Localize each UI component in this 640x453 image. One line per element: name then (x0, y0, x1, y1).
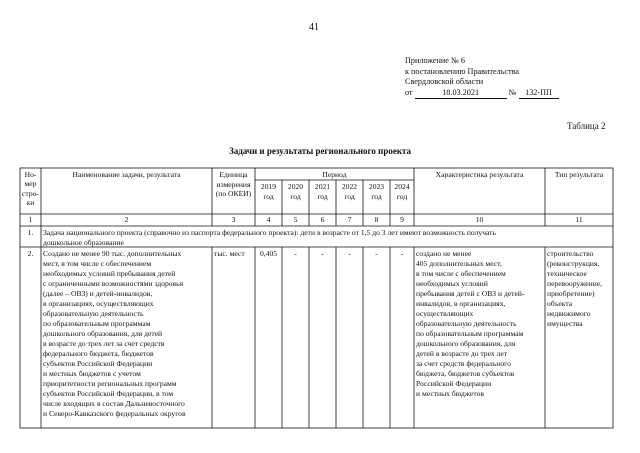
row2-type-line: строительство (547, 249, 594, 258)
document-date: 18.03.2021 (415, 88, 507, 100)
row2-type-line: перевооружение, (547, 279, 603, 288)
row2-name-line: по образовательным программам (43, 319, 151, 328)
row2-characteristic-line: образовательную деятельность (416, 319, 517, 328)
row2-characteristic-line: и местных бюджетов (416, 389, 485, 398)
row2-name-line: приоритетности региональных программ (43, 379, 177, 388)
number-label: № (508, 87, 517, 97)
row1-task-text (43, 228, 611, 247)
header-type: Тип результата (554, 170, 604, 179)
row2-characteristic-line: осуществляющих (416, 309, 474, 318)
row2-unit: тыс. мест (214, 249, 245, 258)
row2-type-line: техническое (547, 269, 587, 278)
row2-type-cell (547, 249, 613, 329)
table-title: Задачи и результаты регионального проекта (228, 146, 412, 156)
row2-name-line: с ограниченными возможностями здоровья (43, 279, 184, 288)
colnum-11: 11 (575, 215, 583, 224)
header-num-line-3: стро- (22, 188, 39, 198)
appendix-block (405, 56, 559, 99)
header-period: Период (322, 170, 347, 179)
appendix-line-2: к постановлению Правительства (405, 66, 520, 76)
row2-name-line: образовательную деятельность (43, 309, 144, 318)
row1-line-1: Задача национального проекта (справочно из паспорта федерального проекта): дети в возрасте от 1,5 до 3 лет имеют возможность получать (43, 228, 496, 237)
colnum-3: 3 (231, 215, 236, 224)
header-num-line-4: ки (26, 197, 35, 207)
row2-name-line: в организациях, осуществляющих (43, 299, 154, 308)
row2-name-cell (43, 249, 211, 419)
header-year-2021: 2021 год (314, 182, 331, 201)
row2-name-line: и местных бюджетов с учетом (43, 369, 141, 378)
row2-name-line: (далее – ОВЗ) и детей-инвалидов, (43, 289, 153, 298)
row2-characteristic-line: необходимых условий (416, 279, 488, 288)
header-characteristic: Характеристика результата (435, 170, 524, 179)
colnum-5: 5 (293, 215, 298, 224)
header-unit (212, 170, 255, 199)
header-row-number (20, 170, 41, 207)
header-unit-line-2: измерения (216, 179, 251, 189)
row2-characteristic-line: 405 дополнительных мест, (416, 259, 502, 268)
table-label: Таблица 2 (567, 121, 606, 131)
row2-name-line: дошкольного образования, для детей (43, 329, 163, 338)
colnum-9: 9 (400, 215, 404, 224)
row2-value-2022: - (348, 249, 351, 258)
header-year-2019: 2019 год (260, 182, 277, 201)
appendix-line-1: Приложение № 6 (405, 56, 465, 65)
row2-value-2019: 0,405 (259, 249, 278, 258)
row2-characteristic-line: дошкольного образования, для (416, 339, 516, 348)
row2-value-2024: - (400, 249, 404, 258)
row1-number: 1. (27, 228, 34, 237)
row2-type-line: недвижимого (547, 309, 591, 318)
header-year-2024: 2024 год (394, 182, 410, 201)
row2-name-line: необходимых условий пребывания детей (43, 269, 176, 278)
row2-characteristic-line: детей в возрасте до трех лет (416, 349, 508, 358)
header-name: Наименование задачи, результата (72, 170, 181, 179)
row2-characteristic-line: пребывания детей с ОВЗ и детей- (416, 289, 525, 298)
row2-number: 2. (27, 249, 34, 258)
colnum-2: 2 (124, 215, 129, 224)
row2-characteristic-line: Российской Федерации (416, 379, 492, 388)
row2-characteristic-line: в том числе с обеспечением (416, 269, 506, 278)
row2-name-line: Создано не менее 90 тыс. дополнительных (43, 249, 182, 258)
row2-type-line: приобретение) (547, 289, 595, 298)
row2-name-line: в возрасте до трех лет за счет средств (43, 339, 165, 348)
row1-line-2: дошкольное образование (43, 237, 124, 247)
colnum-1: 1 (28, 215, 33, 224)
header-num-line-2: мер (24, 179, 37, 189)
header-unit-line-3: (по ОКЕИ) (215, 189, 252, 199)
row2-name-line: мест, в том числе с обеспечением (43, 259, 152, 268)
colnum-10: 10 (475, 215, 484, 224)
row2-type-line: объекта (547, 299, 573, 308)
header-year-2023: 2023 год (368, 182, 385, 201)
colnum-6: 6 (320, 215, 325, 224)
row2-characteristic-line: за счет средств федерального (416, 359, 511, 368)
row2-characteristic-line: по образовательным программам (416, 329, 524, 338)
row2-characteristic-line: бюджета, бюджетов субъектов (416, 369, 515, 378)
header-num-line-1: Но- (24, 170, 37, 179)
row2-value-2020: - (294, 249, 297, 258)
row2-value-2021: - (321, 249, 324, 258)
page-number: 41 (309, 22, 319, 33)
header-year-2020: 2020 год (287, 182, 304, 201)
row2-type-line: имущества (547, 319, 583, 328)
row2-type-line: (реконструкция, (547, 259, 600, 268)
row2-characteristic-cell (416, 249, 544, 399)
row2-characteristic-line: создано не менее (416, 249, 472, 258)
row2-name-line: и Северо-Кавказского федеральных округов (43, 409, 186, 418)
row2-value-2023: - (375, 249, 378, 258)
appendix-line-3: Свердловской области (405, 77, 484, 87)
header-year-2022: 2022 год (341, 182, 358, 201)
row2-characteristic-line: инвалидов, в организациях, (416, 299, 506, 308)
appendix-date-line (405, 88, 559, 100)
colnum-4: 4 (266, 215, 271, 224)
colnum-8: 8 (374, 215, 379, 224)
colnum-7: 7 (347, 215, 352, 224)
row2-name-line: числе входящих в состав Дальневосточного (43, 399, 185, 408)
row2-name-line: федерального бюджета, бюджетов (43, 349, 154, 358)
document-number: 132-ПП (519, 88, 559, 100)
row2-name-line: субъектов Российской Федерации, в том (43, 389, 174, 398)
row2-name-line: субъектов Российской Федерации (43, 359, 153, 368)
header-unit-line-1: Единица (219, 170, 248, 179)
from-label: от (405, 87, 413, 97)
